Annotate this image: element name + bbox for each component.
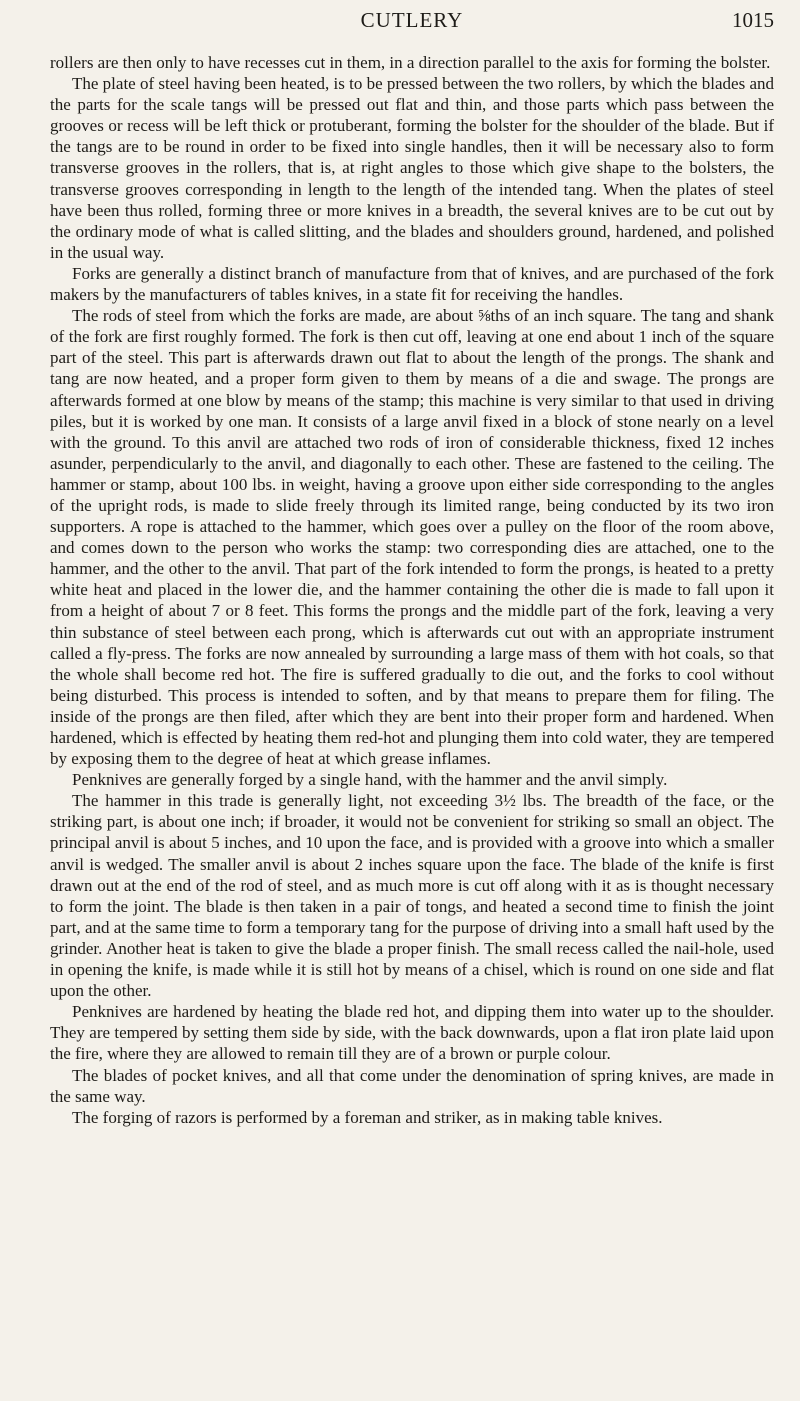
page-number: 1015 [732,8,774,32]
paragraph: Penknives are generally forged by a single hand, with the hammer and the anvil simply. [72,770,668,790]
paragraph: Penknives are hardened by heating the blade red hot, and dipping them into water up to the shoulder. They are tempered by setting them side by side, with the back downwards, upon a flat iron plate laid upon the fire, where they are allowed to remain till they are of a brown or purple colour. [50,1002,774,1064]
paragraph: The plate of steel having been heated, is to be pressed between the two rollers, by which the blades and the parts for the scale tangs will be pressed out flat and thin, and those parts which pass between the grooves or recess will be left thick or protuberant, forming the bolster for the shoulder of the blade. But if the tangs are to be round in order to be fixed into single handles, then it will be necessary also to form transverse grooves in the rollers, that is, at right angles to those which give shape to the bolsters, the transverse grooves corresponding in length to the length of the intended tang. When the plates of steel have been thus rolled, forming three or more knives in a breadth, the several knives are to be cut out by the ordinary mode of what is called slitting, and the blades and shoulders ground, hardened, and polished in the usual way. [50,74,774,262]
paragraph: rollers are then only to have recesses cut in them, in a direction parallel to the axis for forming the bolster. [50,53,771,72]
paragraph: The blades of pocket knives, and all that come under the denomination of spring knives, are made in the same way. [50,1065,774,1106]
paragraph: The rods of steel from which the forks are made, are about ⅝ths of an inch square. The tang and shank of the fork are first roughly formed. The fork is then cut off, leaving at one end about 1 inch of the square part of the steel. This part is afterwards drawn out flat to about the length of the prongs. The shank and tang are now heated, and a proper form given to them by means of a die and swage. The prongs are afterwards formed at one blow by means of the stamp; this machine is very similar to that used in driving piles, but it is worked by one man. It consists of a large anvil fixed in a block of stone nearly on a level with the ground. To this anvil are attached two rods of iron of considerable thickness, fixed 12 inches asunder, perpendicularly to the anvil, and diagonally to each other. These are fastened to the ceiling. The hammer or stamp, about 100 lbs. in weight, having a groove upon either side corresponding to the angles of the upright rods, is made to slide freely through its limited range, being conducted by its two iron supporters. A rope is attached to the hammer, which goes over a pulley on the floor of the room above, and comes down to the person who works the stamp: two corresponding dies are attached, one to the hammer, and the other to the anvil. That part of the fork intended to form the prongs, is heated to a pretty white heat and placed in the lower die, and the hammer containing the other die is made to fall upon it from a height of about 7 or 8 feet. This forms the prongs and the middle part of the fork, leaving a very thin substance of steel between each prong, which is afterwards cut out with an appropriate instrument called a fly-press. The forks are now annealed by surrounding a large mass of them with hot coals, so that the whole shall become red hot. The fire is suffered gradually to die out, and the forks to cool without being disturbed. This process is intended to soften, and by that means to prepare them for filing. The inside of the prongs are then filed, after which they are bent into their proper form and hardened. When hardened, which is effected by heating them red-hot and plunging them into cold water, they are tempered by exposing them to the degree of heat at which grease inflames. [50,306,774,769]
body-text [50,52,774,1128]
paragraph: The hammer in this trade is generally light, not exceeding 3½ lbs. The breadth of the face, or the striking part, is about one inch; if broader, it would not be convenient for striking so small an object. The principal anvil is about 5 inches, and 10 upon the face, and is provided with a groove into which a smaller anvil is wedged. The smaller anvil is about 2 inches square upon the face. The blade of the knife is first drawn out at the end of the rod of steel, and as much more is cut off along with it as is thought necessary to form the joint. The blade is then taken in a pair of tongs, and heated a second time to finish the joint part, and at the same time to form a temporary tang for the purpose of driving into a small haft used by the grinder. Another heat is taken to give the blade a proper finish. The small recess called the nail-hole, used in opening the knife, is made while it is still hot by means of a chisel, which is round on one side and flat upon the other. [50,791,774,1001]
paragraph: The forging of razors is performed by a foreman and striker, as in making table knives. [72,1107,663,1127]
paragraph: Forks are generally a distinct branch of manufacture from that of knives, and are purchased of the fork makers by the manufacturers of tables knives, in a state fit for receiving the handles. [50,263,774,305]
running-head [50,0,774,52]
running-title: CUTLERY [360,8,464,32]
